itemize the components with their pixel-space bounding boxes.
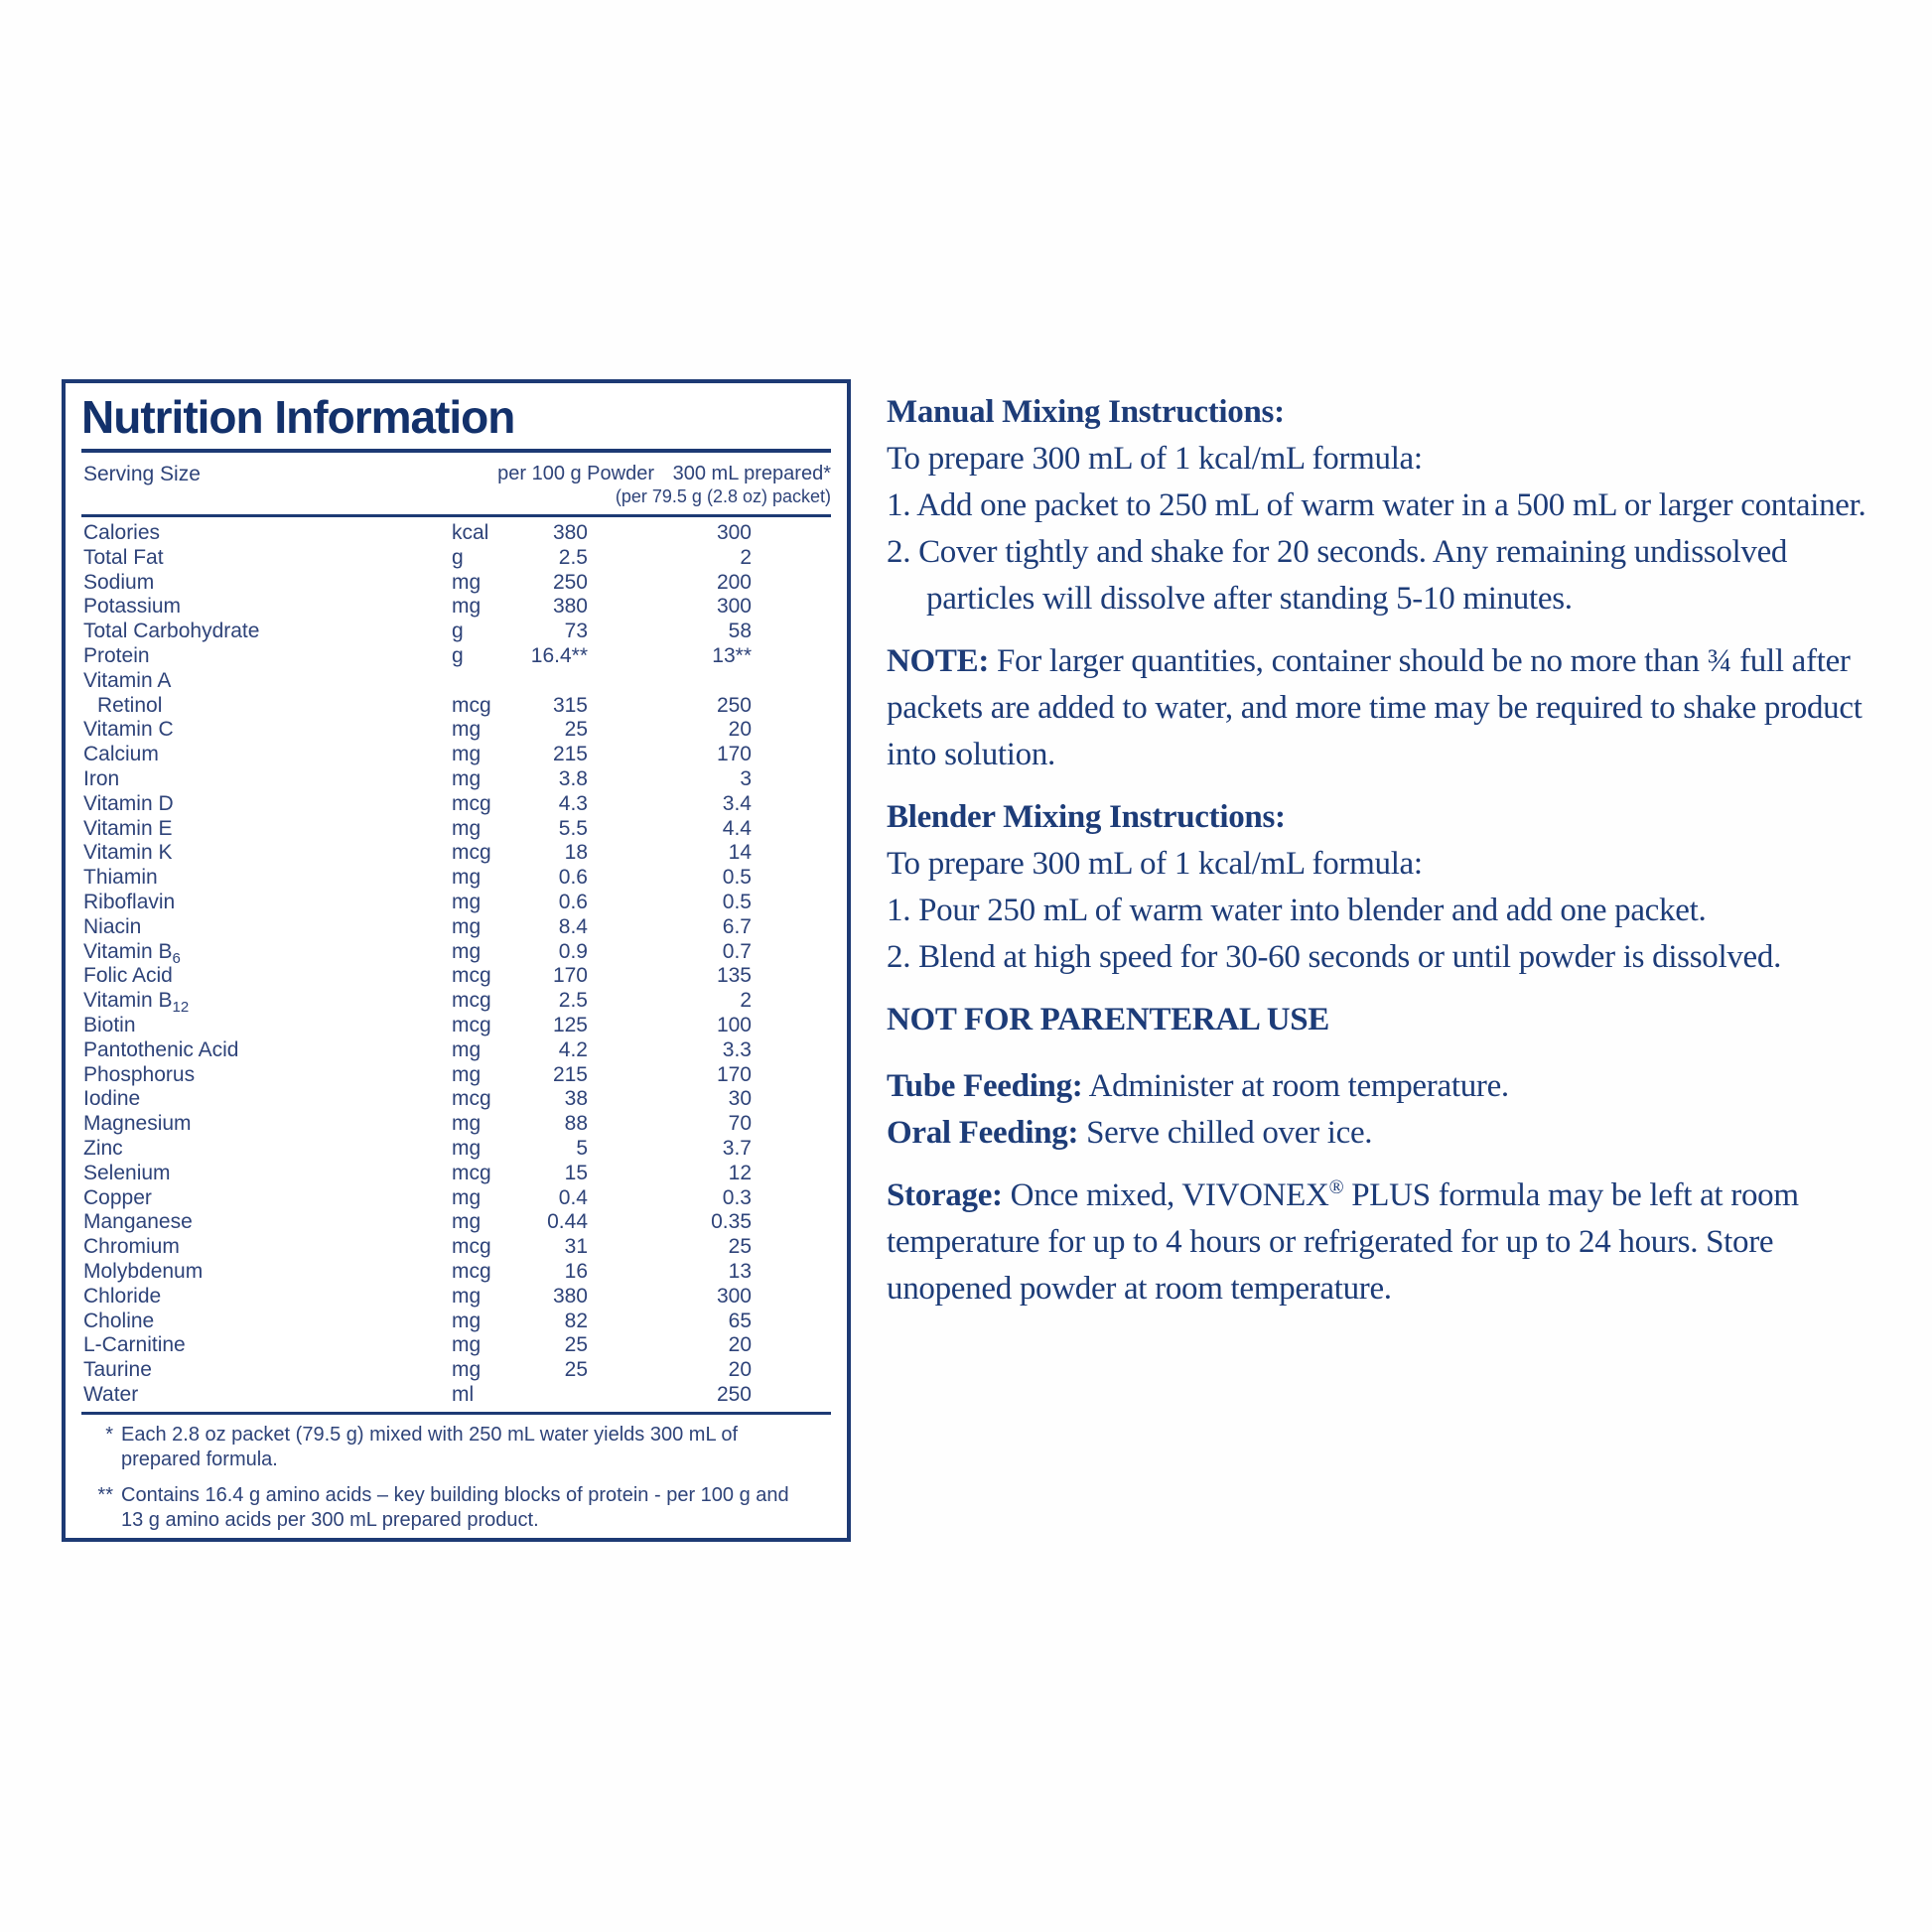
- value-prepared: 3.4: [722, 791, 752, 815]
- value-per-100g: 5: [576, 1136, 588, 1160]
- text-segment: To prepare 300 mL of 1 kcal/mL formula:: [887, 846, 1423, 882]
- nutrient-unit: mg: [452, 743, 482, 766]
- nutrient-unit: mg: [452, 1062, 482, 1086]
- nutrient-name: Manganese: [83, 1210, 193, 1234]
- nutrient-unit: mg: [452, 914, 482, 938]
- instructions-line: [887, 1110, 1889, 1157]
- value-per-100g: 0.4: [558, 1185, 588, 1209]
- value-prepared: 20: [728, 1358, 752, 1382]
- value-prepared: 300: [716, 595, 752, 619]
- table-row: [81, 1333, 831, 1358]
- table-row: [81, 620, 831, 644]
- text-segment: 2. Cover tightly and shake for 20 seconds. Any remaining undissolved particles will dissolve after standing 5-10 minutes.: [887, 534, 1788, 617]
- instructions-line: [887, 841, 1889, 888]
- value-per-100g: 16.4**: [530, 643, 588, 667]
- text-segment: To prepare 300 mL of 1 kcal/mL formula:: [887, 441, 1423, 477]
- value-per-100g: 315: [552, 693, 588, 717]
- nutrient-unit: mcg: [452, 693, 491, 717]
- value-per-100g: 25: [564, 1333, 588, 1357]
- nutrient-name: Vitamin C: [83, 718, 174, 742]
- instructions-line: [887, 1173, 1889, 1312]
- value-prepared: 3: [740, 766, 752, 790]
- table-row: [81, 694, 831, 719]
- text-segment: Serve chilled over ice.: [1078, 1115, 1373, 1151]
- nutrient-unit: ml: [452, 1382, 475, 1406]
- value-prepared: 3.7: [722, 1136, 752, 1160]
- table-row: [81, 1285, 831, 1310]
- nutrient-name: Molybdenum: [83, 1259, 204, 1283]
- nutrient-unit: mg: [452, 1185, 482, 1209]
- nutrient-name: Potassium: [83, 595, 182, 619]
- nutrient-unit: mg: [452, 1358, 482, 1382]
- nutrient-name: Vitamin A: [83, 668, 172, 692]
- nutrient-unit: g: [452, 643, 464, 667]
- table-row: [81, 595, 831, 620]
- table-row: [81, 940, 831, 965]
- value-per-100g: 170: [552, 964, 588, 988]
- nutrient-unit: mcg: [452, 964, 491, 988]
- value-prepared: 13: [728, 1259, 752, 1283]
- footnote: [81, 1423, 831, 1472]
- value-per-100g: 82: [564, 1309, 588, 1332]
- nutrient-unit: mcg: [452, 1087, 491, 1111]
- nutrient-name: Copper: [83, 1185, 152, 1209]
- nutrient-unit: mcg: [452, 841, 491, 865]
- table-row: [81, 891, 831, 915]
- col-header-prepared-line1: 300 mL prepared*: [672, 463, 831, 484]
- text-segment: Once mixed, VIVONEX: [1002, 1177, 1329, 1213]
- value-prepared: 65: [728, 1309, 752, 1332]
- nutrient-unit: mg: [452, 718, 482, 742]
- value-per-100g: 215: [552, 743, 588, 766]
- value-per-100g: 250: [552, 570, 588, 594]
- nutrient-name: Thiamin: [83, 866, 158, 890]
- footnote-text: Contains 16.4 g amino acids – key building blocks of protein - per 100 g and 13 g amino acids per 300 mL prepared product.: [121, 1483, 789, 1531]
- value-per-100g: 0.44: [547, 1210, 588, 1234]
- nutrient-name: Vitamin K: [83, 841, 173, 865]
- value-prepared: 170: [716, 743, 752, 766]
- nutrient-name: Zinc: [83, 1136, 123, 1160]
- nutrition-panel: [62, 379, 851, 1542]
- nutrient-name: Total Carbohydrate: [83, 620, 260, 643]
- nutrient-unit: mcg: [452, 989, 491, 1013]
- text-segment: For larger quantities, container should be no more than ¾ full after packets are added to water, and more time may be required to shake product into solution.: [887, 643, 1863, 772]
- table-row: [81, 989, 831, 1017]
- value-per-100g: 88: [564, 1112, 588, 1136]
- value-per-100g: 380: [552, 521, 588, 544]
- nutrient-name: Sodium: [83, 570, 155, 594]
- table-row: [81, 644, 831, 669]
- table-row: [81, 1137, 831, 1162]
- nutrient-name: Biotin: [83, 1013, 136, 1036]
- table-row: [81, 1014, 831, 1038]
- nutrient-unit: mg: [452, 890, 482, 913]
- table-bottom-divider: [81, 1412, 831, 1415]
- table-row: [81, 1112, 831, 1137]
- nutrient-unit: mg: [452, 595, 482, 619]
- value-per-100g: 2.5: [558, 545, 588, 569]
- value-prepared: 20: [728, 718, 752, 742]
- nutrient-name: Riboflavin: [83, 890, 176, 913]
- nutrient-name: Choline: [83, 1309, 155, 1332]
- value-per-100g: [503, 669, 588, 694]
- text-segment: PLUS formula may be left at room temperature for up to 4 hours or refrigerated for up to 24 hours. Store unopened powder at room temperature.: [887, 1177, 1799, 1307]
- table-row: [81, 1210, 831, 1235]
- value-prepared: 3.3: [722, 1037, 752, 1061]
- nutrient-unit: mcg: [452, 1013, 491, 1036]
- nutrient-unit: g: [452, 620, 464, 643]
- instructions-line: [887, 436, 1889, 483]
- nutrient-name: Vitamin E: [83, 816, 173, 840]
- text-segment: Tube Feeding:: [887, 1068, 1083, 1104]
- instructions-line: [887, 1063, 1889, 1110]
- value-prepared: 0.3: [722, 1185, 752, 1209]
- nutrient-name: Vitamin D: [83, 791, 174, 815]
- nutrient-name: Calories: [83, 521, 161, 544]
- value-prepared: 14: [728, 841, 752, 865]
- text-segment: Storage:: [887, 1177, 1003, 1213]
- instructions-heading: [887, 794, 1889, 841]
- value-per-100g: 15: [564, 1161, 588, 1184]
- table-row: [81, 841, 831, 866]
- nutrient-unit: mg: [452, 570, 482, 594]
- nutrient-name: Phosphorus: [83, 1062, 196, 1086]
- table-row: [81, 1186, 831, 1211]
- nutrient-name: Magnesium: [83, 1112, 192, 1136]
- value-per-100g: 0.6: [558, 866, 588, 890]
- value-prepared: 300: [716, 521, 752, 544]
- value-per-100g: 38: [564, 1087, 588, 1111]
- instructions-line: [887, 638, 1889, 778]
- instructions-panel: [887, 389, 1889, 1312]
- nutrient-name: Water: [83, 1382, 139, 1406]
- footnotes: [81, 1423, 831, 1533]
- table-row: [81, 521, 831, 546]
- table-row: [81, 1063, 831, 1088]
- footnote-text: Each 2.8 oz packet (79.5 g) mixed with 250 mL water yields 300 mL of prepared formula.: [121, 1423, 739, 1470]
- nutrient-name: Taurine: [83, 1358, 152, 1382]
- nutrient-name: Vitamin $B_6$: [83, 939, 181, 967]
- value-per-100g: 73: [564, 620, 588, 643]
- table-row: [81, 1162, 831, 1186]
- footnote: [81, 1483, 831, 1533]
- nutrient-unit: mg: [452, 1136, 482, 1160]
- table-row: [81, 915, 831, 940]
- table-row: [81, 767, 831, 792]
- instructions-line: [887, 529, 1889, 622]
- value-per-100g: 18: [564, 841, 588, 865]
- table-row: [81, 571, 831, 596]
- text-segment: Manual Mixing Instructions:: [887, 394, 1285, 430]
- value-prepared: 100: [716, 1013, 752, 1036]
- text-segment: Blender Mixing Instructions:: [887, 799, 1286, 835]
- nutrient-name: Iron: [83, 766, 120, 790]
- value-per-100g: 2.5: [558, 989, 588, 1013]
- serving-size-label: Serving Size: [83, 463, 201, 485]
- value-prepared: 58: [728, 620, 752, 643]
- value-prepared: 13**: [712, 643, 752, 667]
- nutrient-name: Selenium: [83, 1161, 171, 1184]
- nutrient-name: Calcium: [83, 743, 159, 766]
- instructions-heading: [887, 997, 1889, 1043]
- value-prepared: 300: [716, 1284, 752, 1308]
- nutrient-unit: mg: [452, 1210, 482, 1234]
- table-row: [81, 743, 831, 767]
- instructions-line: [887, 934, 1889, 981]
- nutrient-table: [81, 521, 831, 1408]
- nutrient-unit: mcg: [452, 1235, 491, 1259]
- nutrient-unit: kcal: [452, 521, 489, 544]
- value-prepared: 2: [740, 989, 752, 1013]
- text-segment: 2. Blend at high speed for 30-60 seconds or until powder is dissolved.: [887, 939, 1782, 975]
- nutrient-name: Protein: [83, 643, 150, 667]
- nutrient-unit: mcg: [452, 1161, 491, 1184]
- value-per-100g: 3.8: [558, 766, 588, 790]
- nutrient-unit: mg: [452, 939, 482, 963]
- value-prepared: 0.5: [722, 890, 752, 913]
- text-segment: Oral Feeding:: [887, 1115, 1079, 1151]
- value-prepared: 135: [716, 964, 752, 988]
- nutrient-unit: mcg: [452, 1259, 491, 1283]
- value-prepared: 0.5: [722, 866, 752, 890]
- value-prepared: 6.7: [722, 914, 752, 938]
- nutrient-unit: mg: [452, 1333, 482, 1357]
- table-row: [81, 866, 831, 891]
- registered-mark: ®: [1328, 1176, 1344, 1198]
- value-prepared: 0.35: [711, 1210, 752, 1234]
- nutrient-unit: mg: [452, 1309, 482, 1332]
- nutrient-name: Niacin: [83, 914, 142, 938]
- nutrient-unit: mg: [452, 766, 482, 790]
- table-row: [81, 1235, 831, 1260]
- instructions-line: [887, 888, 1889, 934]
- value-per-100g: 25: [564, 1358, 588, 1382]
- table-row: [81, 546, 831, 571]
- col-header-prepared: [616, 463, 831, 508]
- value-per-100g: 0.6: [558, 890, 588, 913]
- table-row: [81, 817, 831, 842]
- nutrient-name: Chloride: [83, 1284, 162, 1308]
- text-segment: 1. Add one packet to 250 mL of warm water in a 500 mL or larger container.: [887, 487, 1866, 523]
- value-per-100g: [503, 1383, 588, 1408]
- table-row: [81, 1038, 831, 1063]
- footnote-marker: **: [97, 1483, 113, 1506]
- nutrient-unit: mg: [452, 1284, 482, 1308]
- value-per-100g: 16: [564, 1259, 588, 1283]
- value-prepared: 170: [716, 1062, 752, 1086]
- text-segment: 1. Pour 250 mL of warm water into blender and add one packet.: [887, 893, 1707, 928]
- value-prepared: 200: [716, 570, 752, 594]
- nutrient-name: Total Fat: [83, 545, 164, 569]
- value-prepared: 30: [728, 1087, 752, 1111]
- instructions-heading: [887, 389, 1889, 436]
- nutrient-unit: mg: [452, 816, 482, 840]
- value-prepared: 4.4: [722, 816, 752, 840]
- text-segment: NOT FOR PARENTERAL USE: [887, 1002, 1330, 1037]
- value-per-100g: 380: [552, 595, 588, 619]
- value-per-100g: 5.5: [558, 816, 588, 840]
- text-segment: NOTE:: [887, 643, 990, 679]
- table-header: [81, 459, 831, 514]
- table-row: [81, 1260, 831, 1285]
- table-row: [81, 792, 831, 817]
- table-row: [81, 669, 831, 694]
- nutrient-name: Vitamin $B_{12}$: [83, 989, 190, 1017]
- value-per-100g: 4.3: [558, 791, 588, 815]
- table-row: [81, 1383, 831, 1408]
- col-header-per-100g: per 100 g Powder: [497, 463, 654, 484]
- value-prepared: 0.7: [722, 939, 752, 963]
- text-segment: Administer at room temperature.: [1082, 1068, 1509, 1104]
- nutrient-name: Retinol: [97, 693, 163, 717]
- footnote-marker: *: [105, 1423, 113, 1446]
- table-row: [81, 1087, 831, 1112]
- title-divider: [81, 449, 831, 453]
- nutrient-unit: g: [452, 545, 464, 569]
- value-per-100g: 380: [552, 1284, 588, 1308]
- value-prepared: 250: [716, 1382, 752, 1406]
- value-prepared: 12: [728, 1161, 752, 1184]
- nutrient-unit: [452, 669, 503, 694]
- nutrient-name: Iodine: [83, 1087, 141, 1111]
- instructions-line: [887, 483, 1889, 529]
- value-per-100g: 31: [564, 1235, 588, 1259]
- value-prepared: [588, 669, 752, 694]
- table-row: [81, 718, 831, 743]
- value-per-100g: 25: [564, 718, 588, 742]
- value-per-100g: 8.4: [558, 914, 588, 938]
- nutrient-name: Folic Acid: [83, 964, 173, 988]
- col-header-prepared-line2: (per 79.5 g (2.8 oz) packet): [615, 486, 831, 506]
- nutrient-unit: mg: [452, 1037, 482, 1061]
- header-divider: [81, 514, 831, 517]
- nutrient-unit: mg: [452, 1112, 482, 1136]
- nutrient-unit: mcg: [452, 791, 491, 815]
- value-per-100g: 125: [552, 1013, 588, 1036]
- value-per-100g: 215: [552, 1062, 588, 1086]
- nutrient-name: L-Carnitine: [83, 1333, 186, 1357]
- nutrient-unit: mg: [452, 866, 482, 890]
- value-per-100g: 0.9: [558, 939, 588, 963]
- panel-title: Nutrition Information: [81, 391, 515, 443]
- table-row: [81, 964, 831, 989]
- value-per-100g: 4.2: [558, 1037, 588, 1061]
- value-prepared: 2: [740, 545, 752, 569]
- table-row: [81, 1310, 831, 1334]
- value-prepared: 70: [728, 1112, 752, 1136]
- value-prepared: 25: [728, 1235, 752, 1259]
- nutrient-name: Chromium: [83, 1235, 180, 1259]
- value-prepared: 250: [716, 693, 752, 717]
- table-row: [81, 1358, 831, 1383]
- nutrient-name: Pantothenic Acid: [83, 1037, 239, 1061]
- value-prepared: 20: [728, 1333, 752, 1357]
